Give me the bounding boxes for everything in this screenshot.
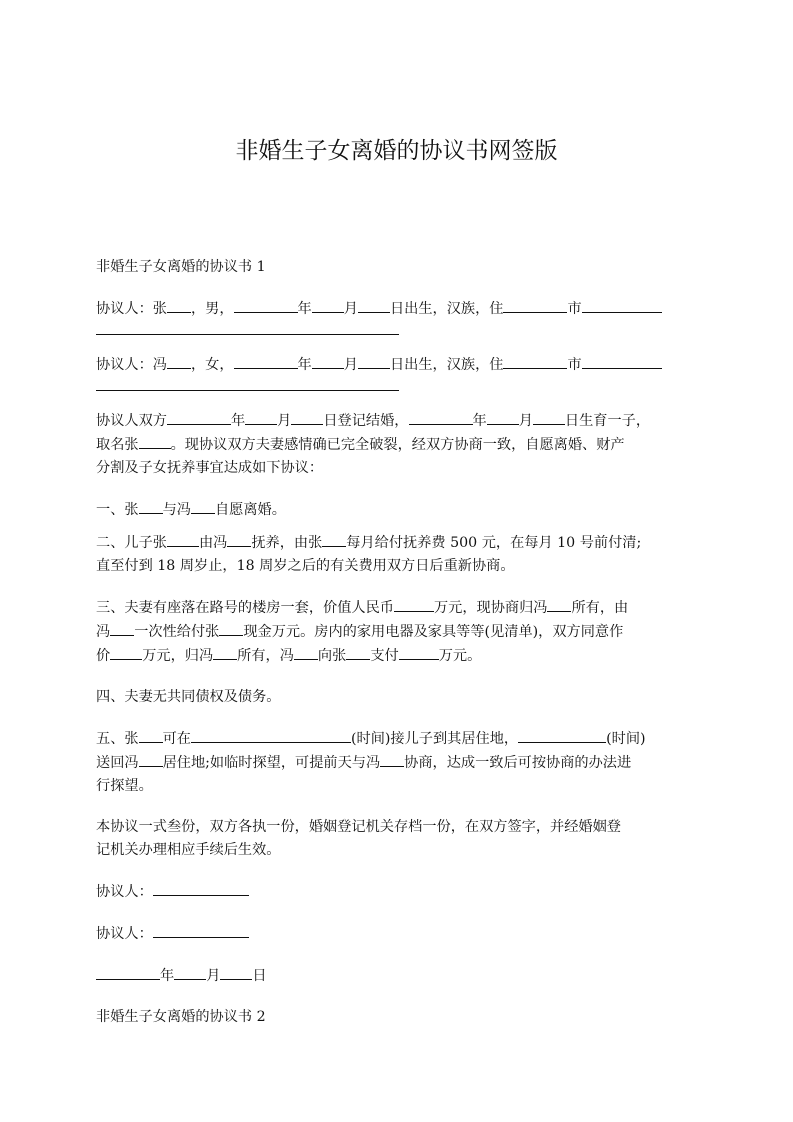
text: 万元，现协商归冯: [433, 600, 548, 616]
text: 年: [297, 357, 312, 373]
text: 分割及子女抚养事宜达成如下协议：: [96, 460, 324, 476]
text: 月: [277, 413, 292, 429]
item4-paragraph: 四、夫妻无共同债权及债务。: [96, 689, 281, 705]
blank-field: [518, 727, 606, 743]
text: 所有，冯: [237, 648, 294, 664]
blank-field: [139, 498, 163, 514]
blank-field: [503, 353, 567, 369]
blank-line: [96, 321, 399, 335]
text: 二、儿子张: [96, 535, 167, 551]
text: 一、张: [96, 502, 139, 518]
blank-line: [96, 377, 399, 391]
blank-field: [139, 433, 171, 449]
blank-field: [547, 596, 571, 612]
signature-blank: [153, 922, 249, 938]
text: 现金万元。房内的家用电器及家具等等(见清单)，双方同意作: [243, 624, 624, 640]
text: 自愿离婚。: [214, 502, 286, 518]
blank-field: [227, 531, 251, 547]
blank-field: [358, 353, 390, 369]
text: 送回冯: [96, 755, 139, 771]
text: 月: [343, 301, 358, 317]
text: 取名张: [96, 437, 139, 453]
text: 年: [160, 968, 175, 984]
text: 日登记结婚，: [323, 413, 409, 429]
text: 月: [518, 413, 533, 429]
text: 月: [206, 968, 221, 984]
text: 向张: [317, 648, 347, 664]
blank-field: [582, 297, 662, 313]
text: 与冯: [162, 502, 191, 518]
text: 日出生，汉族，住: [389, 301, 504, 317]
text: 抚养，由张: [251, 535, 323, 551]
blank-field: [167, 297, 191, 313]
text: 协商，达成一致后可按协商的办法进: [404, 755, 632, 771]
item5-paragraph: [96, 727, 699, 798]
copies-paragraph: [96, 816, 699, 862]
date-line: [96, 964, 699, 988]
blank-field: [380, 751, 404, 767]
text: 协议人：张: [96, 301, 167, 317]
blank-field: [96, 964, 160, 980]
blank-field: [394, 596, 434, 612]
blank-field: [409, 409, 473, 425]
blank-field: [245, 409, 277, 425]
blank-field: [139, 751, 163, 767]
text: 行探望。: [96, 778, 153, 794]
text: 协议人：: [96, 926, 153, 942]
text: 年: [297, 301, 312, 317]
item1-paragraph: [96, 498, 699, 522]
text: 可在: [162, 731, 191, 747]
blank-field: [110, 644, 142, 660]
text: ，男，: [190, 301, 234, 317]
document-body: [96, 256, 699, 1029]
signature-blank: [153, 880, 249, 896]
blank-field: [220, 964, 252, 980]
item2-paragraph: [96, 531, 699, 578]
text: 日: [252, 968, 267, 984]
party2-line: [96, 353, 699, 377]
signature-line-1: [96, 880, 699, 904]
blank-field: [358, 297, 390, 313]
blank-field: [294, 644, 318, 660]
blank-field: [312, 297, 344, 313]
text: 五、张: [96, 731, 139, 747]
blank-field: [533, 409, 565, 425]
text: 月: [343, 357, 358, 373]
blank-field: [167, 531, 199, 547]
text: 市: [567, 357, 582, 373]
intro-paragraph: [96, 409, 699, 480]
section1-heading: 非婚生子女离婚的协议书 1: [96, 259, 266, 275]
blank-field: [174, 964, 206, 980]
text: 支付: [370, 648, 399, 664]
blank-field: [167, 409, 231, 425]
party1-line: [96, 297, 699, 321]
blank-field: [191, 727, 351, 743]
text: 所有，由: [571, 600, 629, 616]
blank-field: [503, 297, 567, 313]
signature-line-2: [96, 922, 699, 946]
text: 每月给付抚养费 500 元，在每月 10 号前付清;: [346, 535, 642, 551]
blank-field: [191, 498, 215, 514]
text: 价: [96, 648, 111, 664]
text: 直至付到 18 周岁止，18 周岁之后的有关费用双方日后重新协商。: [96, 558, 515, 574]
document-title: 非婚生子女离婚的协议书网签版: [235, 138, 558, 164]
blank-field: [213, 644, 237, 660]
blank-field: [234, 297, 298, 313]
blank-field: [139, 727, 163, 743]
text: 市: [567, 301, 582, 317]
text: 协议人：冯: [96, 357, 167, 373]
text: 年: [472, 413, 487, 429]
text: 。现协议双方夫妻感情确已完全破裂，经双方协商一致，自愿离婚、财产: [170, 437, 625, 453]
text: 冯: [96, 624, 111, 640]
blank-field: [346, 644, 370, 660]
text: 一次性给付张: [134, 624, 220, 640]
text: (时间): [606, 731, 646, 747]
blank-field: [291, 409, 323, 425]
text: 日生育一子，: [564, 413, 651, 429]
blank-field: [234, 353, 298, 369]
text: 本协议一式叁份，双方各执一份，婚姻登记机关存档一份，在双方签字，并经婚姻登: [96, 819, 621, 835]
blank-field: [167, 353, 191, 369]
text: 由冯: [198, 535, 228, 551]
text: 居住地;如临时探望，可提前天与冯: [162, 755, 381, 771]
blank-field: [219, 620, 243, 636]
text: 万元，归冯: [142, 648, 214, 664]
text: 记机关办理相应手续后生效。: [96, 842, 281, 858]
blank-field: [399, 644, 439, 660]
text: 三、夫妻有座落在路号的楼房一套，价值人民币: [96, 600, 394, 616]
blank-field: [487, 409, 519, 425]
text: (时间)接儿子到其居住地，: [350, 731, 519, 747]
blank-field: [110, 620, 134, 636]
text: 日出生，汉族，住: [389, 357, 504, 373]
blank-field: [312, 353, 344, 369]
section2-heading: 非婚生子女离婚的协议书 2: [96, 1009, 266, 1025]
blank-field: [322, 531, 346, 547]
text: 年: [230, 413, 246, 429]
text: ，女，: [190, 357, 234, 373]
text: 协议人双方: [96, 413, 167, 429]
blank-field: [582, 353, 662, 369]
item3-paragraph: [96, 596, 699, 668]
text: 协议人：: [96, 884, 153, 900]
text: 万元。: [438, 648, 482, 664]
